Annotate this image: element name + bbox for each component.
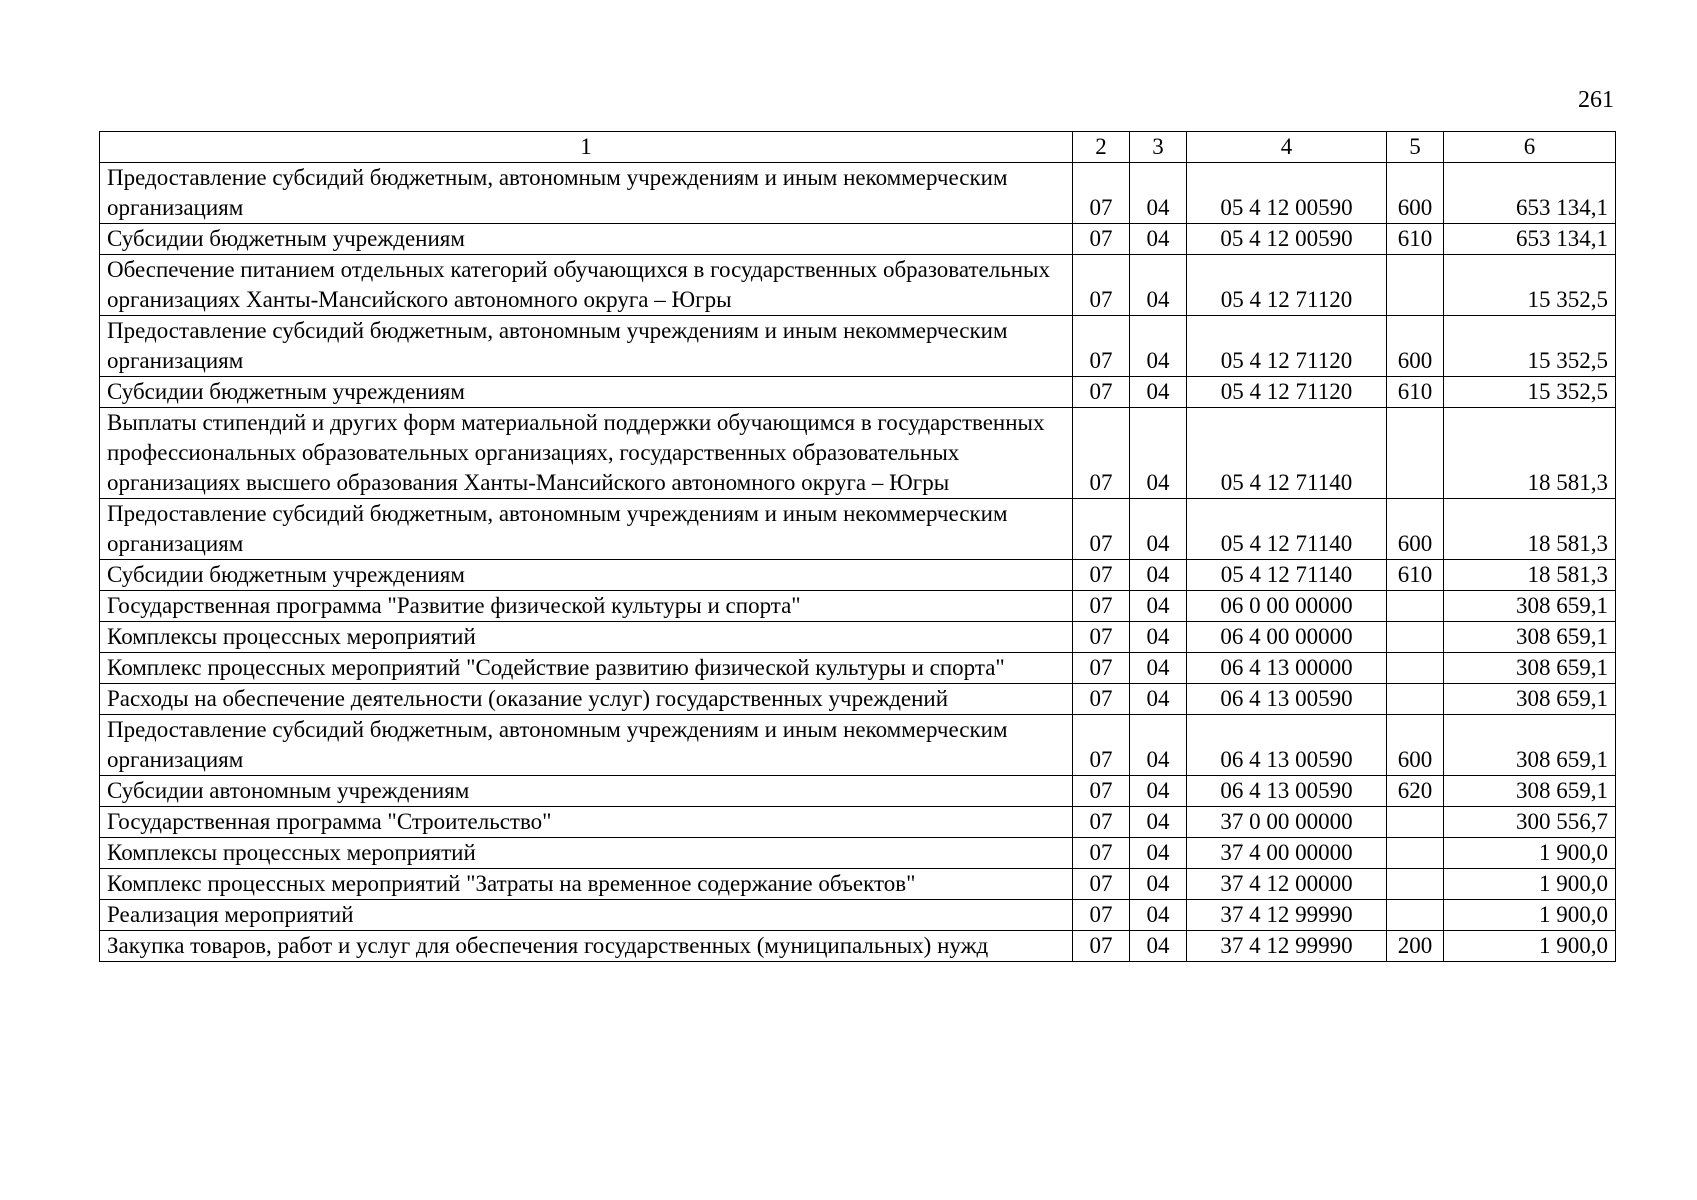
row-amount-cell: 1 900,0: [1444, 838, 1616, 869]
row-target-code-cell: 05 4 12 00590: [1187, 224, 1387, 255]
row-expense-type-cell: [1387, 807, 1444, 838]
row-section-cell: 07: [1073, 499, 1130, 560]
table-row: [100, 316, 1616, 377]
row-section-cell: 07: [1073, 622, 1130, 653]
row-section-cell: 07: [1073, 715, 1130, 776]
row-target-code-cell: 06 4 13 00590: [1187, 715, 1387, 776]
row-expense-type-cell: 600: [1387, 316, 1444, 377]
row-expense-type-cell: [1387, 653, 1444, 684]
row-name-cell: Предоставление субсидий бюджетным, автономным учреждениям и иным некоммерческим организациям: [100, 499, 1073, 560]
row-subsection-cell: 04: [1130, 684, 1187, 715]
row-target-code-cell: 05 4 12 71120: [1187, 377, 1387, 408]
column-header: 3: [1130, 132, 1187, 163]
row-target-code-cell: 06 0 00 00000: [1187, 591, 1387, 622]
row-amount-cell: 1 900,0: [1444, 931, 1616, 962]
row-section-cell: 07: [1073, 684, 1130, 715]
row-section-cell: 07: [1073, 316, 1130, 377]
table-row: [100, 838, 1616, 869]
row-expense-type-cell: 600: [1387, 499, 1444, 560]
row-expense-type-cell: [1387, 869, 1444, 900]
row-section-cell: 07: [1073, 900, 1130, 931]
table-row: [100, 776, 1616, 807]
column-header: 6: [1444, 132, 1616, 163]
row-amount-cell: 18 581,3: [1444, 560, 1616, 591]
row-section-cell: 07: [1073, 807, 1130, 838]
row-expense-type-cell: 620: [1387, 776, 1444, 807]
row-subsection-cell: 04: [1130, 224, 1187, 255]
row-amount-cell: 308 659,1: [1444, 622, 1616, 653]
row-expense-type-cell: [1387, 838, 1444, 869]
column-header: 4: [1187, 132, 1387, 163]
row-target-code-cell: 06 4 13 00590: [1187, 776, 1387, 807]
row-section-cell: 07: [1073, 653, 1130, 684]
row-name-cell: Расходы на обеспечение деятельности (оказание услуг) государственных учреждений: [100, 684, 1073, 715]
column-header: 5: [1387, 132, 1444, 163]
row-name-cell: Комплексы процессных мероприятий: [100, 838, 1073, 869]
row-name-cell: Закупка товаров, работ и услуг для обеспечения государственных (муниципальных) нужд: [100, 931, 1073, 962]
row-target-code-cell: 37 0 00 00000: [1187, 807, 1387, 838]
row-name-cell: Государственная программа "Развитие физической культуры и спорта": [100, 591, 1073, 622]
row-amount-cell: 1 900,0: [1444, 869, 1616, 900]
row-section-cell: 07: [1073, 408, 1130, 499]
row-expense-type-cell: [1387, 900, 1444, 931]
row-target-code-cell: 37 4 12 99990: [1187, 900, 1387, 931]
row-amount-cell: 653 134,1: [1444, 163, 1616, 224]
row-target-code-cell: 37 4 00 00000: [1187, 838, 1387, 869]
row-amount-cell: 308 659,1: [1444, 591, 1616, 622]
row-target-code-cell: 37 4 12 99990: [1187, 931, 1387, 962]
row-expense-type-cell: [1387, 591, 1444, 622]
table-row: [100, 807, 1616, 838]
row-expense-type-cell: [1387, 408, 1444, 499]
row-name-cell: Предоставление субсидий бюджетным, автономным учреждениям и иным некоммерческим организациям: [100, 715, 1073, 776]
row-amount-cell: 1 900,0: [1444, 900, 1616, 931]
row-amount-cell: 18 581,3: [1444, 499, 1616, 560]
row-section-cell: 07: [1073, 931, 1130, 962]
table-row: [100, 163, 1616, 224]
table-row: [100, 255, 1616, 316]
table-row: [100, 715, 1616, 776]
row-name-cell: Реализация мероприятий: [100, 900, 1073, 931]
row-target-code-cell: 06 4 13 00590: [1187, 684, 1387, 715]
row-subsection-cell: 04: [1130, 408, 1187, 499]
table-row: [100, 591, 1616, 622]
row-target-code-cell: 05 4 12 71140: [1187, 408, 1387, 499]
table-row: [100, 653, 1616, 684]
row-name-cell: Обеспечение питанием отдельных категорий обучающихся в государственных образовательных организациях Ханты-Мансийского автономного округа – Югры: [100, 255, 1073, 316]
row-expense-type-cell: [1387, 255, 1444, 316]
table-row: [100, 869, 1616, 900]
row-subsection-cell: 04: [1130, 499, 1187, 560]
row-subsection-cell: 04: [1130, 163, 1187, 224]
row-expense-type-cell: [1387, 622, 1444, 653]
row-amount-cell: 308 659,1: [1444, 776, 1616, 807]
row-section-cell: 07: [1073, 776, 1130, 807]
table-row: [100, 931, 1616, 962]
row-target-code-cell: 06 4 00 00000: [1187, 622, 1387, 653]
row-subsection-cell: 04: [1130, 622, 1187, 653]
row-subsection-cell: 04: [1130, 560, 1187, 591]
row-section-cell: 07: [1073, 224, 1130, 255]
row-expense-type-cell: 600: [1387, 163, 1444, 224]
row-target-code-cell: 06 4 13 00000: [1187, 653, 1387, 684]
row-amount-cell: 308 659,1: [1444, 684, 1616, 715]
row-subsection-cell: 04: [1130, 807, 1187, 838]
row-subsection-cell: 04: [1130, 255, 1187, 316]
row-amount-cell: 15 352,5: [1444, 377, 1616, 408]
row-name-cell: Государственная программа "Строительство": [100, 807, 1073, 838]
row-subsection-cell: 04: [1130, 900, 1187, 931]
row-name-cell: Субсидии бюджетным учреждениям: [100, 377, 1073, 408]
row-target-code-cell: 05 4 12 71140: [1187, 560, 1387, 591]
row-amount-cell: 15 352,5: [1444, 255, 1616, 316]
row-section-cell: 07: [1073, 377, 1130, 408]
row-target-code-cell: 05 4 12 71120: [1187, 316, 1387, 377]
row-subsection-cell: 04: [1130, 591, 1187, 622]
row-amount-cell: 308 659,1: [1444, 715, 1616, 776]
row-subsection-cell: 04: [1130, 653, 1187, 684]
row-section-cell: 07: [1073, 838, 1130, 869]
row-name-cell: Субсидии автономным учреждениям: [100, 776, 1073, 807]
row-amount-cell: 308 659,1: [1444, 653, 1616, 684]
row-name-cell: Предоставление субсидий бюджетным, автономным учреждениям и иным некоммерческим организациям: [100, 316, 1073, 377]
row-section-cell: 07: [1073, 869, 1130, 900]
row-section-cell: 07: [1073, 560, 1130, 591]
row-subsection-cell: 04: [1130, 838, 1187, 869]
table-header-row: [100, 132, 1616, 163]
table-row: [100, 224, 1616, 255]
table-row: [100, 499, 1616, 560]
table-row: [100, 560, 1616, 591]
row-subsection-cell: 04: [1130, 316, 1187, 377]
table-row: [100, 408, 1616, 499]
row-section-cell: 07: [1073, 255, 1130, 316]
table-row: [100, 377, 1616, 408]
row-subsection-cell: 04: [1130, 377, 1187, 408]
row-subsection-cell: 04: [1130, 869, 1187, 900]
row-target-code-cell: 37 4 12 00000: [1187, 869, 1387, 900]
table-row: [100, 684, 1616, 715]
row-name-cell: Предоставление субсидий бюджетным, автономным учреждениям и иным некоммерческим организациям: [100, 163, 1073, 224]
row-name-cell: Комплекс процессных мероприятий "Затраты на временное содержание объектов": [100, 869, 1073, 900]
row-name-cell: Комплексы процессных мероприятий: [100, 622, 1073, 653]
table-row: [100, 622, 1616, 653]
row-name-cell: Субсидии бюджетным учреждениям: [100, 224, 1073, 255]
row-subsection-cell: 04: [1130, 931, 1187, 962]
row-amount-cell: 15 352,5: [1444, 316, 1616, 377]
row-expense-type-cell: 600: [1387, 715, 1444, 776]
row-target-code-cell: 05 4 12 71140: [1187, 499, 1387, 560]
column-header: 1: [100, 132, 1073, 163]
row-expense-type-cell: [1387, 684, 1444, 715]
row-section-cell: 07: [1073, 591, 1130, 622]
budget-table-body: [100, 132, 1616, 962]
table-row: [100, 900, 1616, 931]
row-amount-cell: 18 581,3: [1444, 408, 1616, 499]
row-amount-cell: 300 556,7: [1444, 807, 1616, 838]
row-section-cell: 07: [1073, 163, 1130, 224]
row-expense-type-cell: 610: [1387, 560, 1444, 591]
row-expense-type-cell: 610: [1387, 377, 1444, 408]
row-subsection-cell: 04: [1130, 776, 1187, 807]
row-name-cell: Выплаты стипендий и других форм материальной поддержки обучающимся в государственных профессиональных образовательных организациях, государственных образовательных организациях высшего образования Ханты-Мансийского автономного округа – Югры: [100, 408, 1073, 499]
row-subsection-cell: 04: [1130, 715, 1187, 776]
row-expense-type-cell: 610: [1387, 224, 1444, 255]
row-expense-type-cell: 200: [1387, 931, 1444, 962]
column-header: 2: [1073, 132, 1130, 163]
page-number: 261: [1578, 87, 1614, 113]
budget-table: [99, 131, 1616, 962]
row-amount-cell: 653 134,1: [1444, 224, 1616, 255]
row-name-cell: Комплекс процессных мероприятий "Содействие развитию физической культуры и спорта": [100, 653, 1073, 684]
row-target-code-cell: 05 4 12 00590: [1187, 163, 1387, 224]
row-target-code-cell: 05 4 12 71120: [1187, 255, 1387, 316]
row-name-cell: Субсидии бюджетным учреждениям: [100, 560, 1073, 591]
